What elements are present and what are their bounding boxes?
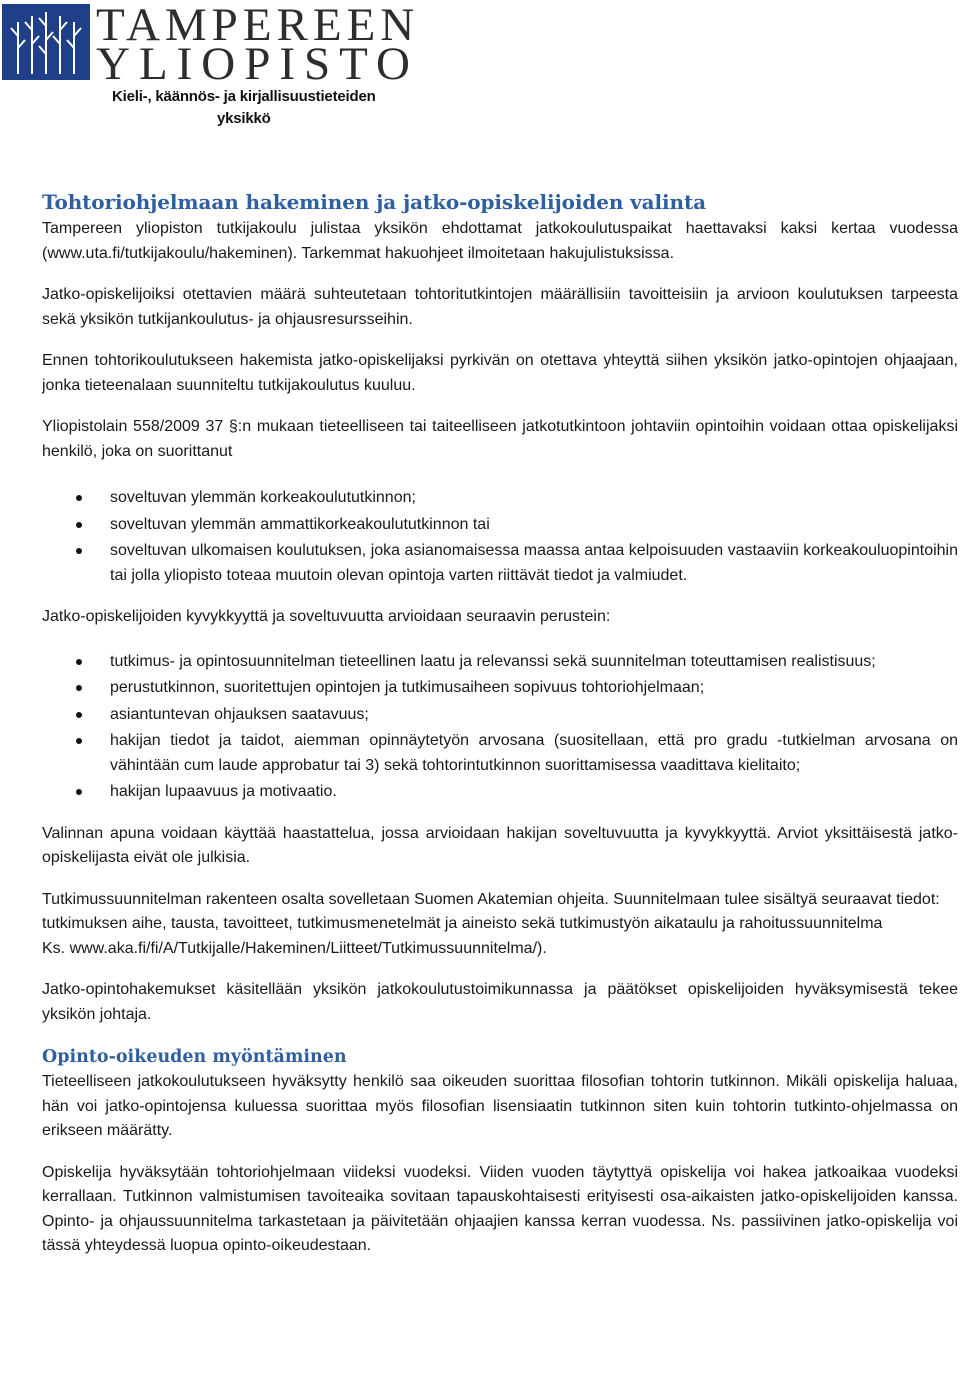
logo-emblem-icon (2, 4, 90, 80)
list-item: soveltuvan ylemmän ammattikorkeakoulututkinnon tai (42, 513, 958, 538)
paragraph-interview: Valinnan apuna voidaan käyttää haastattelua, jossa arvioidaan hakijan soveltuvuutta ja kyvykkyyttä. Arviot yksittäisestä jatko-opiskelijasta eivät ole julkisia. (42, 824, 958, 866)
paragraph-research-plan: Tutkimussuunnitelman rakenteen osalta sovelletaan Suomen Akatemian ohjeita. Suunnitelmaan tulee sisältyä seuraavat tiedot: tutkimuksen aihe, tausta, tavoitteet, tutkimusmenetelmät ja aineisto sekä tutkimustyön aikataulu ja rahoitussuunnitelma (42, 890, 940, 932)
paragraph-intro: Tampereen yliopiston tutkijakoulu julistaa yksikön ehdottamat jatkokoulutuspaikat haettavaksi kaksi kertaa vuodessa (www.uta.fi/tutkijakoulu/hakeminen). Tarkemmat hakuohjeet ilmoitetaan hakujulistuksissa. (42, 220, 958, 262)
section-heading: Opinto-oikeuden myöntäminen (42, 1047, 347, 1067)
logo-name-line1: TAMPEREEN (96, 0, 420, 51)
list-item: hakijan lupaavuus ja motivaatio. (42, 780, 958, 805)
list-item: soveltuvan ulkomaisen koulutuksen, joka asianomaisessa maassa antaa kelpoisuuden vastaaviin korkeakouluopintoihin tai jolla yliopisto toteaa muutoin olevan opintoja varten riittävät tiedot ja valmiudet. (42, 539, 958, 588)
paragraph-law: Yliopistolain 558/2009 37 §:n mukaan tieteelliseen tai taiteelliseen jatkotutkintoon johtaviin opintoihin voidaan ottaa opiskelijaksi henkilö, joka on suorittanut (42, 418, 958, 460)
bullet-icon (76, 659, 82, 665)
university-logo (0, 0, 420, 135)
list-item: hakijan tiedot ja taidot, aiemman opinnäytetyön arvosana (suositellaan, että pro gradu -tutkielman arvosana on vähintään cum laude approbatur tai 3) sekä tohtorintutkinnon suorittamisessa vaadittava kielitaito; (42, 729, 958, 778)
bullet-icon (76, 712, 82, 718)
document-body (42, 187, 958, 1276)
bullet-icon (76, 789, 82, 795)
logo-unit-line1: Kieli-, käännös- ja kirjallisuustieteiden (112, 88, 376, 105)
paragraph-quota: Jatko-opiskelijoiksi otettavien määrä suhteutetaan tohtoritutkintojen määrällisiin tavoitteisiin ja arvioon koulutuksen tarpeesta sekä yksikön tutkijankoulutus- ja ohjausresursseihin. (42, 286, 958, 328)
eligibility-list (42, 486, 958, 588)
bullet-icon (76, 522, 82, 528)
bullet-icon (76, 738, 82, 744)
criteria-list (42, 650, 958, 805)
paragraph-decisions: Jatko-opintohakemukset käsitellään yksikön jatkokoulutustoimikunnassa ja päätökset opiskelijoiden hyväksymisestä tekee yksikön johtaja. (42, 981, 958, 1023)
list-item: tutkimus- ja opintosuunnitelman tieteellinen laatu ja relevanssi sekä suunnitelman toteuttamisen realistisuus; (42, 650, 958, 675)
paragraph-link: Ks. www.aka.fi/fi/A/Tutkijalle/Hakeminen/Liitteet/Tutkimussuunnitelma/). (42, 939, 547, 957)
bullet-icon (76, 548, 82, 554)
bullet-icon (76, 495, 82, 501)
list-item: asiantuntevan ohjauksen saatavuus; (42, 703, 958, 728)
list-item: soveltuvan ylemmän korkeakoulututkinnon; (42, 486, 958, 511)
paragraph-contact: Ennen tohtorikoulutukseen hakemista jatko-opiskelijaksi pyrkivän on otettava yhteyttä siihen yksikön jatko-opintojen ohjaajaan, jonka tieteenalaan suunniteltu tutkijakoulutus kuuluu. (42, 352, 958, 394)
logo-name-line2: YLIOPISTO (96, 38, 419, 90)
bullet-icon (76, 685, 82, 691)
logo-unit-line2: yksikkö (217, 110, 271, 127)
list-item: perustutkinnon, suoritettujen opintojen ja tutkimusaiheen sopivuus tohtoriohjelmaan; (42, 676, 958, 701)
paragraph-duration: Opiskelija hyväksytään tohtoriohjelmaan viideksi vuodeksi. Viiden vuoden täytyttyä opiskelija voi hakea jatkoaikaa vuodeksi kerrallaan. Tutkinnon valmistumisen tavoiteaika sovitaan tapauskohtaisesti erityisesti osa-aikaisten jatko-opiskelijoiden kanssa. Opinto- ja ohjaussuunnitelma tarkastetaan ja päivitetään ohjaajien kanssa kerran vuodessa. Ns. passiivinen jatko-opiskelija voi tässä yhteydessä luopua opinto-oikeudestaan. (42, 1163, 958, 1254)
paragraph-degree-right: Tieteelliseen jatkokoulutukseen hyväksytty henkilö saa oikeuden suorittaa filosofian tohtorin tutkinnon. Mikäli opiskelija haluaa, hän voi jatko-opintojensa kuluessa suorittaa myös filosofian lisensiaatin tutkinnon siten kuin tohtorin tutkinto-ohjelmassa on erikseen määrätty. (42, 1073, 958, 1139)
page-title: Tohtoriohjelmaan hakeminen ja jatko-opiskelijoiden valinta (42, 190, 706, 214)
paragraph-criteria: Jatko-opiskelijoiden kyvykkyyttä ja soveltuvuutta arvioidaan seuraavin perustein: (42, 608, 611, 625)
